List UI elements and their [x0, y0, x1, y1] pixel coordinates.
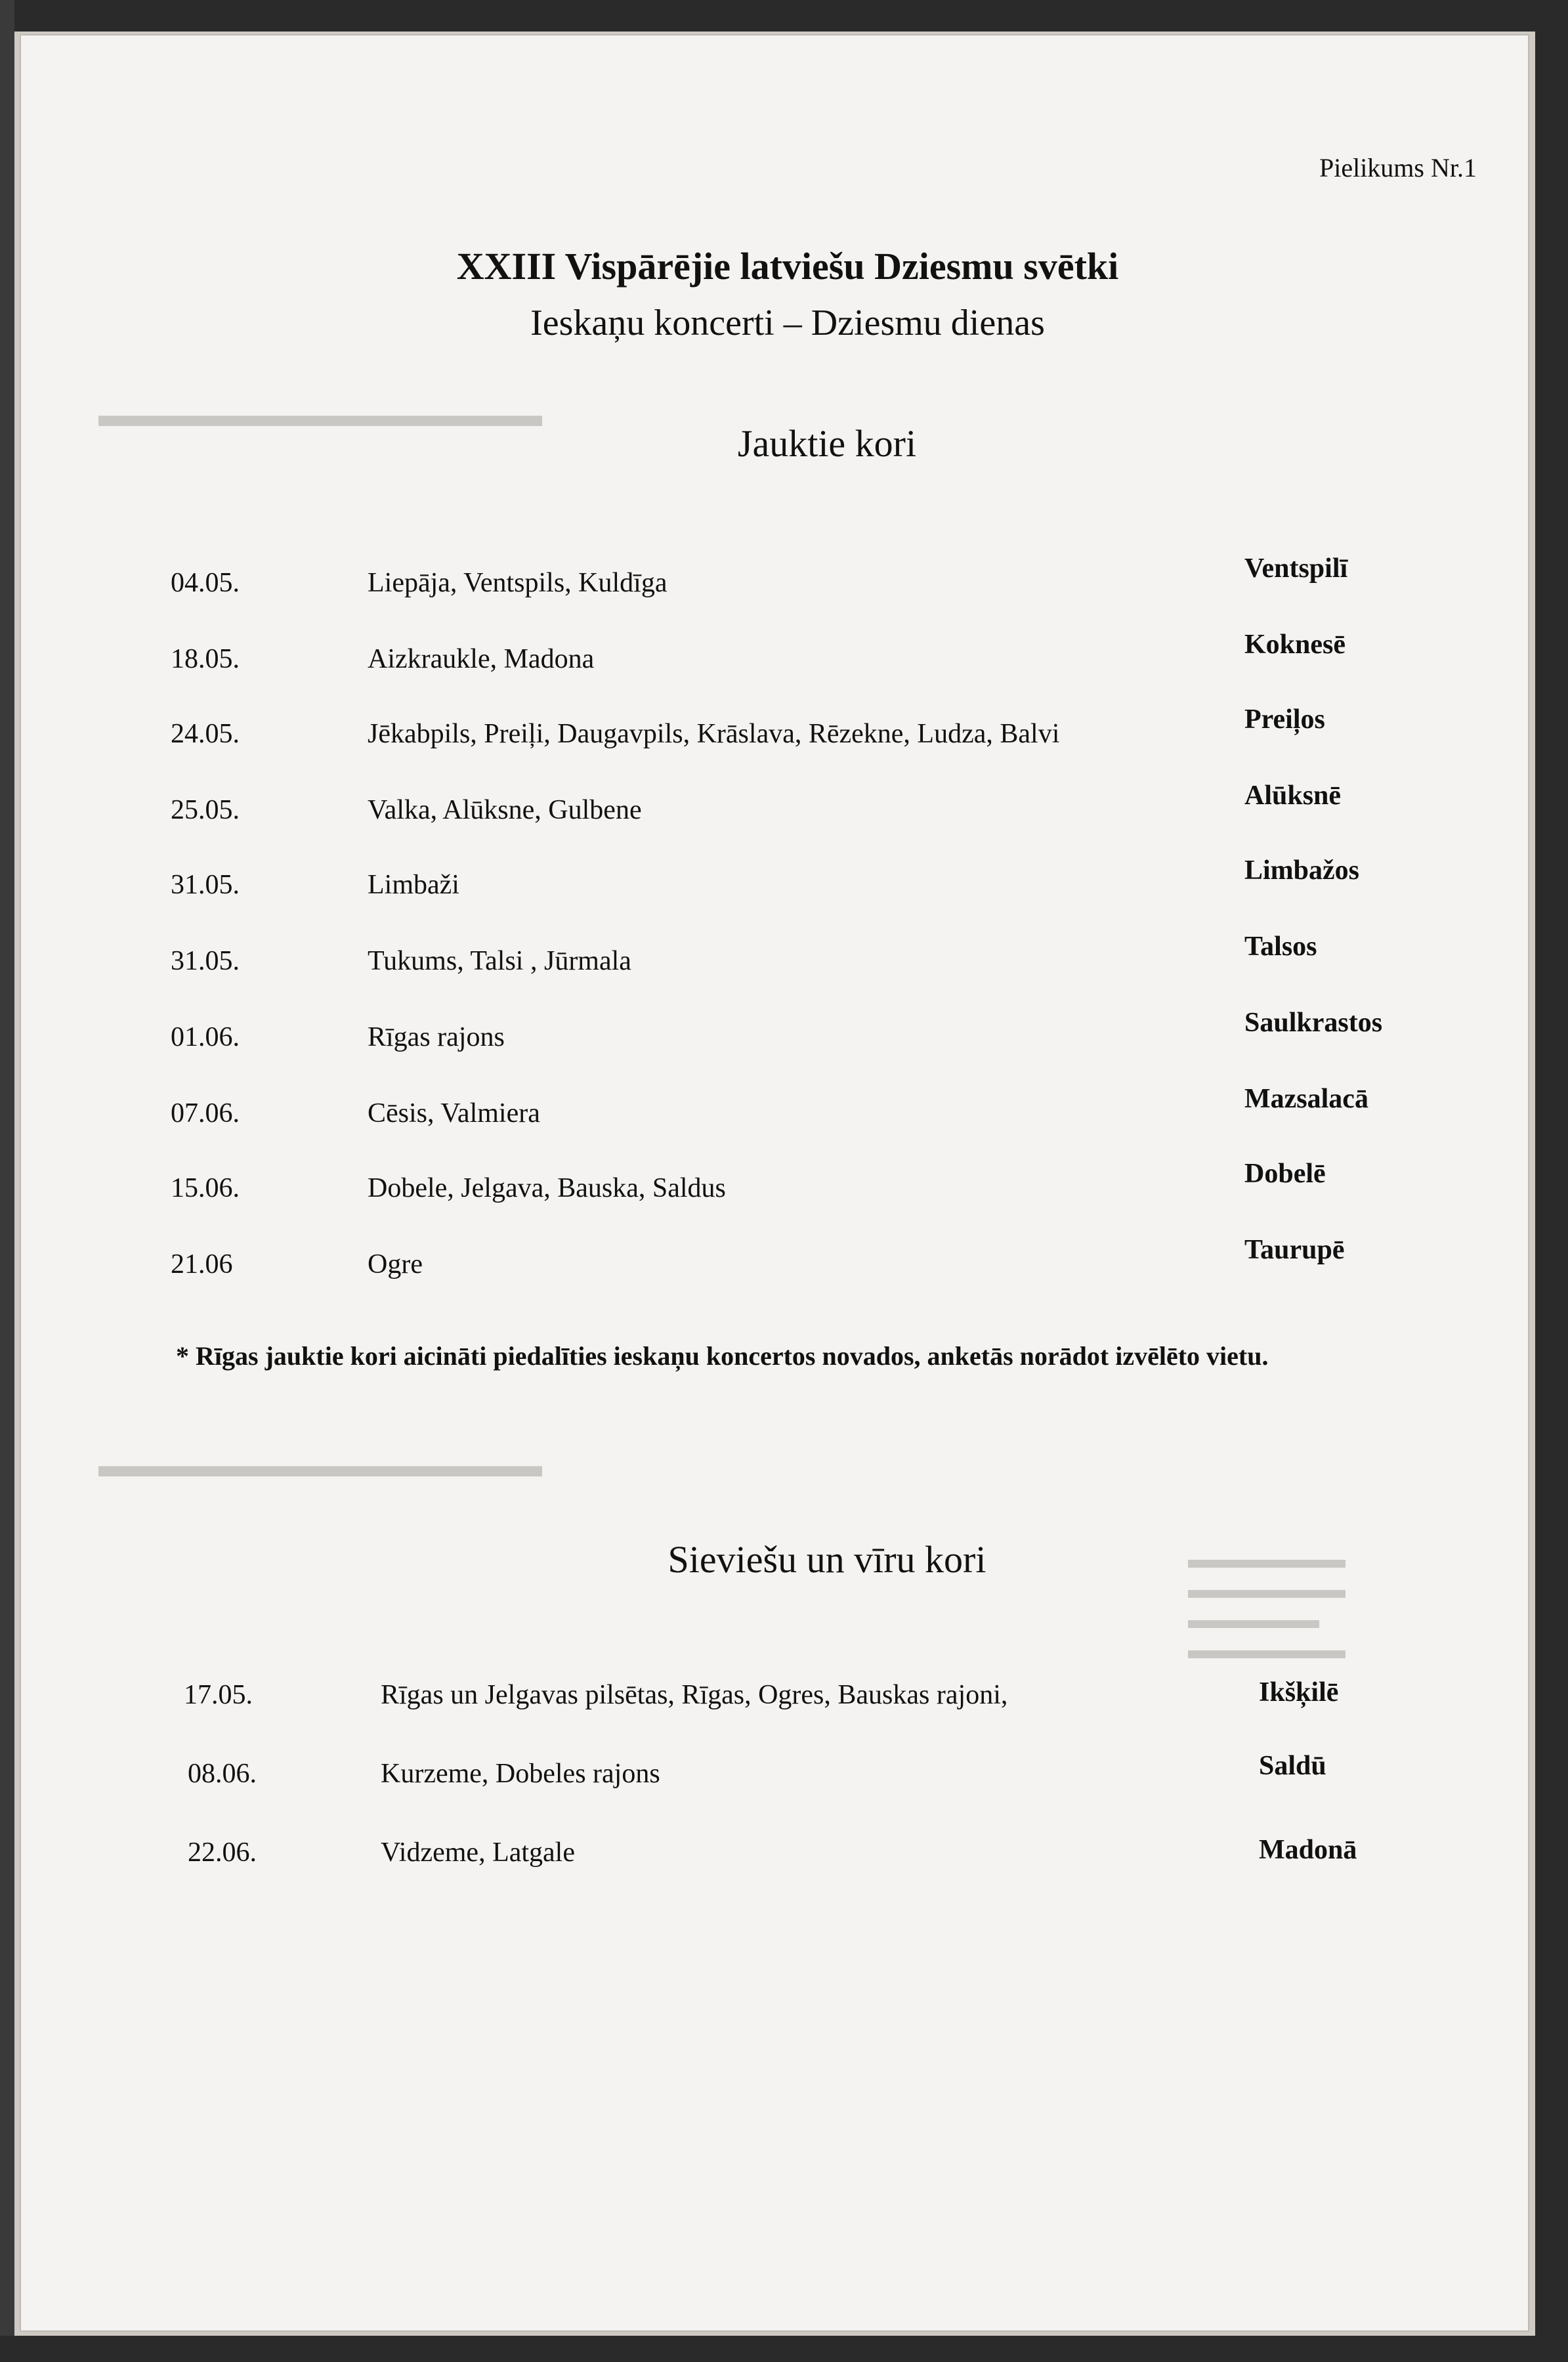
row-regions: Rīgas un Jelgavas pilsētas, Rīgas, Ogres, Bauskas rajoni, [381, 1680, 1008, 1710]
row-date: 25.05. [171, 795, 240, 825]
row-date: 07.06. [171, 1098, 240, 1128]
document-title: XXIII Vispārējie latviešu Dziesmu svētki [456, 245, 1119, 288]
document-subtitle: Ieskaņu koncerti – Dziesmu dienas [530, 303, 1045, 343]
scan-frame-left [0, 0, 14, 2362]
row-date: 08.06. [188, 1759, 257, 1789]
row-venue: Mazsalacā [1244, 1084, 1368, 1114]
schedule-row [20, 553, 1529, 607]
row-venue: Dobelē [1244, 1159, 1326, 1189]
row-venue: Limbažos [1244, 855, 1360, 886]
row-date: 31.05. [171, 870, 240, 900]
schedule-row [20, 1837, 1529, 1876]
row-date: 04.05. [171, 568, 240, 598]
row-regions: Rīgas rajons [368, 1022, 505, 1052]
scan-frame-top [0, 0, 1568, 32]
schedule-row [20, 1751, 1529, 1797]
section-heading-mixed-choirs: Jauktie kori [737, 422, 917, 465]
schedule-row [20, 781, 1529, 834]
row-regions: Aizkraukle, Madona [368, 644, 595, 674]
schedule-row [20, 704, 1529, 758]
row-venue: Saldū [1259, 1751, 1326, 1781]
row-venue: Ventspilī [1244, 553, 1348, 584]
scan-frame-right [1535, 0, 1568, 2362]
row-venue: Talsos [1244, 932, 1317, 962]
schedule-row [20, 1235, 1529, 1288]
schedule-row [20, 1008, 1529, 1061]
row-regions: Cēsis, Valmiera [368, 1098, 540, 1128]
row-venue: Koknesē [1244, 630, 1346, 660]
row-date: 22.06. [188, 1837, 257, 1868]
row-regions: Kurzeme, Dobeles rajons [381, 1759, 660, 1789]
row-date: 01.06. [171, 1022, 240, 1052]
schedule-row [20, 1679, 1529, 1719]
row-regions: Ogre [368, 1249, 423, 1279]
document-page [20, 34, 1529, 2332]
row-regions: Vidzeme, Latgale [381, 1837, 575, 1868]
schedule-row [20, 932, 1529, 985]
row-venue: Alūksnē [1244, 781, 1342, 811]
schedule-row [20, 1084, 1529, 1137]
row-regions: Tukums, Talsi , Jūrmala [368, 946, 631, 976]
row-venue: Ikšķilē [1259, 1677, 1339, 1707]
row-regions: Liepāja, Ventspils, Kuldīga [368, 568, 667, 598]
mixed-choirs-footnote: * Rīgas jauktie kori aicināti piedalīties ieskaņu koncertos novados, anketās norādot izvēlēto vietu. [176, 1341, 1269, 1371]
scan-frame-bottom [0, 2336, 1568, 2362]
schedule-row [20, 1159, 1529, 1212]
row-date: 21.06 [171, 1249, 233, 1279]
row-venue: Taurupē [1244, 1235, 1345, 1265]
row-date: 18.05. [171, 644, 240, 674]
row-venue: Saulkrastos [1244, 1008, 1383, 1038]
row-venue: Madonā [1259, 1835, 1357, 1865]
row-date: 15.06. [171, 1173, 240, 1203]
row-venue: Preiļos [1244, 704, 1325, 735]
row-date: 24.05. [171, 719, 240, 749]
row-date: 31.05. [171, 946, 240, 976]
row-regions: Jēkabpils, Preiļi, Daugavpils, Krāslava, Rēzekne, Ludza, Balvi [368, 719, 1060, 749]
row-date: 17.05. [184, 1680, 253, 1710]
schedule-row [20, 630, 1529, 683]
appendix-label: Pielikums Nr.1 [1319, 153, 1477, 183]
show-through-bleed: ▬▬▬▬▬▬▬▬▬▬▬▬▬ [98, 396, 542, 434]
row-regions: Dobele, Jelgava, Bauska, Saldus [368, 1173, 726, 1203]
show-through-bleed: ▬▬▬▬▬▬ ▬▬▬▬▬▬ ▬▬▬▬▬ ▬▬▬▬▬▬ [1188, 1545, 1346, 1664]
section-heading-womens-mens-choirs: Sieviešu un vīru kori [667, 1538, 986, 1581]
show-through-bleed: ▬▬▬▬▬▬▬▬▬▬▬▬▬ [98, 1446, 542, 1484]
schedule-row [20, 855, 1529, 909]
row-regions: Limbaži [368, 870, 459, 900]
row-regions: Valka, Alūksne, Gulbene [368, 795, 642, 825]
